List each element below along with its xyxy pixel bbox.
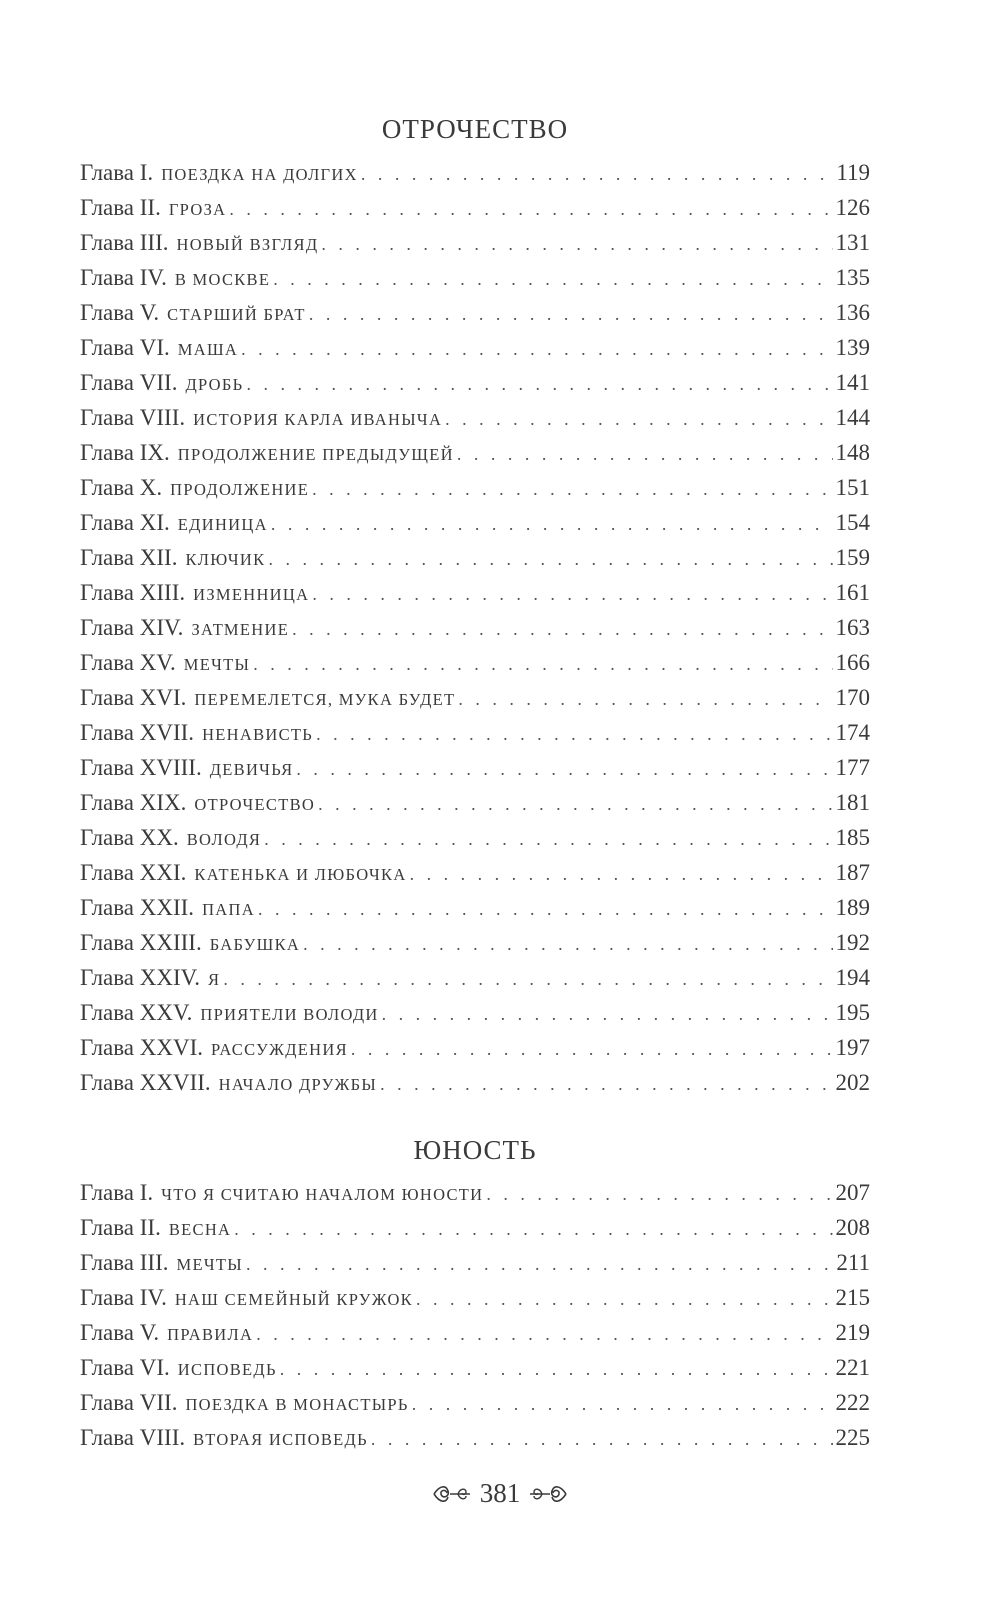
toc-chapter-title: ЧТО Я СЧИТАЮ НАЧАЛОМ ЮНОСТИ — [161, 1185, 484, 1204]
toc-entry[interactable] — [80, 330, 870, 365]
toc-chapter-label: Глава XXIII. — [80, 930, 202, 955]
toc-page-number: 207 — [835, 1180, 870, 1205]
toc-page-number: 211 — [836, 1250, 870, 1275]
toc-dot-leader — [445, 402, 832, 437]
toc-page-number: 144 — [835, 405, 870, 430]
toc-dot-leader — [410, 857, 833, 892]
toc-entry[interactable] — [80, 1385, 870, 1420]
toc-entry[interactable] — [80, 540, 870, 575]
toc-chapter-label: Глава XX. — [80, 825, 179, 850]
toc-entry[interactable] — [80, 785, 870, 820]
toc-dot-leader — [268, 542, 832, 577]
toc-entry[interactable] — [80, 645, 870, 680]
toc-dot-leader — [309, 297, 833, 332]
toc-entry[interactable] — [80, 400, 870, 435]
toc-dot-leader — [351, 1032, 833, 1067]
toc-chapter-label: Глава XXIV. — [80, 965, 201, 990]
toc-dot-leader — [229, 192, 832, 227]
toc-dot-leader — [371, 1422, 833, 1457]
toc-entry[interactable] — [80, 995, 870, 1030]
toc-page-number: 170 — [835, 685, 870, 710]
toc-page-number: 161 — [835, 580, 870, 605]
toc-chapter-title: РАССУЖДЕНИЯ — [211, 1040, 348, 1059]
toc-chapter-label: Глава III. — [80, 1250, 169, 1275]
toc-dot-leader — [253, 647, 832, 682]
toc-dot-leader — [296, 752, 832, 787]
toc-page-number: 131 — [835, 230, 870, 255]
toc-dot-leader — [258, 892, 833, 927]
toc-page-number: 174 — [835, 720, 870, 745]
toc-dot-leader — [264, 822, 832, 857]
toc-page-number: 221 — [835, 1355, 870, 1380]
toc-chapter-title: В МОСКВЕ — [174, 270, 271, 289]
toc-page-number: 194 — [835, 965, 870, 990]
toc-entry[interactable] — [80, 190, 870, 225]
toc-chapter-title: ЕДИНИЦА — [177, 515, 268, 534]
toc-chapter-label: Глава XXVII. — [80, 1070, 211, 1095]
toc-chapter-title: НОВЫЙ ВЗГЛЯД — [176, 235, 319, 254]
toc-entry[interactable] — [80, 715, 870, 750]
flourish-icon — [528, 1483, 568, 1505]
toc-chapter-label: Глава XXVI. — [80, 1035, 204, 1060]
toc-chapter-label: Глава XVII. — [80, 720, 195, 745]
toc-dot-leader — [412, 1387, 833, 1422]
toc-page-number: 225 — [835, 1425, 870, 1450]
toc-dot-leader — [256, 1317, 832, 1352]
toc-chapter-label: Глава XIII. — [80, 580, 186, 605]
toc-dot-leader — [246, 367, 832, 402]
toc-chapter-label: Глава V. — [80, 300, 160, 325]
toc-entry[interactable] — [80, 1030, 870, 1065]
toc-chapter-title: ИСТОРИЯ КАРЛА ИВАНЫЧА — [193, 410, 443, 429]
toc-chapter-title: ГРОЗА — [168, 200, 227, 219]
toc-chapter-label: Глава XIX. — [80, 790, 187, 815]
toc-page-number: 163 — [835, 615, 870, 640]
toc-entry[interactable] — [80, 155, 870, 190]
flourish-icon — [432, 1483, 472, 1505]
toc-chapter-title: ВОЛОДЯ — [186, 830, 262, 849]
toc-page-number: 219 — [835, 1320, 870, 1345]
toc-chapter-title: ВЕСНА — [168, 1220, 232, 1239]
toc-page-number: 177 — [835, 755, 870, 780]
toc-entry[interactable] — [80, 1280, 870, 1315]
toc-dot-leader — [361, 157, 834, 192]
toc-chapter-label: Глава IV. — [80, 1285, 167, 1310]
toc-chapter-label: Глава II. — [80, 1215, 161, 1240]
toc-entry[interactable] — [80, 820, 870, 855]
toc-entry[interactable] — [80, 435, 870, 470]
toc-chapter-title: ВТОРАЯ ИСПОВЕДЬ — [193, 1430, 368, 1449]
toc-dot-leader — [416, 1282, 833, 1317]
toc-chapter-title: МЕЧТЫ — [183, 655, 251, 674]
toc-entry[interactable] — [80, 610, 870, 645]
toc-chapter-title: НЕНАВИСТЬ — [202, 725, 314, 744]
toc-chapter-title: КЛЮЧИК — [185, 550, 266, 569]
toc-chapter-label: Глава VI. — [80, 1355, 170, 1380]
toc-chapter-label: Глава IX. — [80, 440, 170, 465]
toc-page-number: 222 — [835, 1390, 870, 1415]
toc-chapter-title: ПРАВИЛА — [167, 1325, 254, 1344]
toc-chapter-label: Глава I. — [80, 160, 154, 185]
toc-chapter-title: СТАРШИЙ БРАТ — [167, 305, 306, 324]
toc-dot-leader — [280, 1352, 833, 1387]
toc-dot-leader — [234, 1212, 832, 1247]
toc-entry[interactable] — [80, 750, 870, 785]
toc-entry[interactable] — [80, 1315, 870, 1350]
toc-entry[interactable] — [80, 505, 870, 540]
toc-page-number: 166 — [835, 650, 870, 675]
toc-page-number: 185 — [835, 825, 870, 850]
toc-page-number: 192 — [835, 930, 870, 955]
toc-chapter-title: НАШ СЕМЕЙНЫЙ КРУЖОК — [174, 1290, 413, 1309]
toc-chapter-title: Я — [208, 970, 221, 989]
toc-chapter-title: ИСПОВЕДЬ — [177, 1360, 277, 1379]
toc-page-number: 215 — [835, 1285, 870, 1310]
toc-dot-leader — [316, 717, 832, 752]
toc-dot-leader — [458, 682, 832, 717]
toc-chapter-label: Глава XXII. — [80, 895, 195, 920]
toc-chapter-title: ДЕВИЧЬЯ — [209, 760, 294, 779]
toc-chapter-label: Глава VII. — [80, 370, 178, 395]
toc-chapter-title: КАТЕНЬКА И ЛЮБОЧКА — [194, 865, 407, 884]
section-title-otrochestvo: ОТРОЧЕСТВО — [381, 114, 569, 144]
toc-chapter-label: Глава XI. — [80, 510, 170, 535]
toc-chapter-label: Глава VII. — [80, 1390, 178, 1415]
toc-chapter-title: ПАПА — [202, 900, 255, 919]
toc-dot-leader — [292, 612, 832, 647]
toc-dot-leader — [246, 1247, 833, 1282]
toc-chapter-title: МАША — [177, 340, 239, 359]
toc-chapter-label: Глава XII. — [80, 545, 178, 570]
toc-chapter-label: Глава I. — [80, 1180, 154, 1205]
toc-chapter-label: Глава III. — [80, 230, 169, 255]
toc-chapter-title: ПРОДОЛЖЕНИЕ ПРЕДЫДУЩЕЙ — [177, 445, 454, 464]
toc-dot-leader — [318, 787, 832, 822]
toc-dot-leader — [486, 1177, 832, 1212]
toc-entry[interactable] — [80, 470, 870, 505]
toc-chapter-label: Глава XVIII. — [80, 755, 202, 780]
page-number: 381 — [479, 1478, 521, 1508]
toc-list-yunost — [80, 1175, 870, 1455]
toc-entry[interactable] — [80, 1210, 870, 1245]
toc-page-number: 135 — [835, 265, 870, 290]
toc-dot-leader — [457, 437, 833, 472]
toc-chapter-label: Глава XXV. — [80, 1000, 193, 1025]
toc-dot-leader — [312, 577, 832, 612]
page-footer — [0, 1478, 1000, 1509]
toc-chapter-label: Глава XIV. — [80, 615, 184, 640]
toc-chapter-label: Глава VI. — [80, 335, 170, 360]
toc-chapter-title: ИЗМЕННИЦА — [193, 585, 310, 604]
toc-list-otrochestvo — [80, 155, 870, 1100]
toc-chapter-label: Глава XXI. — [80, 860, 187, 885]
toc-page-number: 141 — [835, 370, 870, 395]
toc-chapter-title: МЕЧТЫ — [176, 1255, 243, 1274]
toc-chapter-label: Глава VIII. — [80, 405, 186, 430]
toc-page-number: 151 — [835, 475, 870, 500]
toc-page-number: 154 — [835, 510, 870, 535]
toc-dot-leader — [273, 262, 832, 297]
toc-chapter-title: ПЕРЕМЕЛЕТСЯ, МУКА БУДЕТ — [194, 690, 456, 709]
toc-page-number: 181 — [835, 790, 870, 815]
toc-entry[interactable] — [80, 925, 870, 960]
toc-dot-leader — [321, 227, 832, 262]
toc-chapter-title: ПРИЯТЕЛИ ВОЛОДИ — [200, 1005, 379, 1024]
toc-dot-leader — [223, 962, 832, 997]
toc-page-number: 189 — [835, 895, 870, 920]
toc-page-number: 139 — [835, 335, 870, 360]
toc-entry[interactable] — [80, 1420, 870, 1455]
toc-chapter-title: ДРОБЬ — [185, 375, 244, 394]
toc-chapter-label: Глава II. — [80, 195, 161, 220]
toc-dot-leader — [271, 507, 833, 542]
toc-chapter-title: ПОЕЗДКА В МОНАСТЫРЬ — [185, 1395, 409, 1414]
toc-entry[interactable] — [80, 680, 870, 715]
toc-entry[interactable] — [80, 1065, 870, 1100]
toc-chapter-title: ПРОДОЛЖЕНИЕ — [170, 480, 310, 499]
toc-entry[interactable] — [80, 1245, 870, 1280]
toc-page-number: 159 — [835, 545, 870, 570]
toc-dot-leader — [303, 927, 832, 962]
section-title-yunost: ЮНОСТЬ — [413, 1135, 537, 1165]
toc-dot-leader — [312, 472, 832, 507]
toc-dot-leader — [382, 997, 833, 1032]
toc-dot-leader — [241, 332, 832, 367]
toc-page-number: 126 — [835, 195, 870, 220]
toc-entry[interactable] — [80, 890, 870, 925]
toc-page-number: 187 — [835, 860, 870, 885]
toc-chapter-label: Глава XVI. — [80, 685, 187, 710]
toc-entry[interactable] — [80, 1350, 870, 1385]
toc-dot-leader — [380, 1067, 832, 1102]
toc-page-number: 136 — [835, 300, 870, 325]
toc-entry[interactable] — [80, 365, 870, 400]
toc-chapter-title: ПОЕЗДКА НА ДОЛГИХ — [161, 165, 358, 184]
toc-entry[interactable] — [80, 960, 870, 995]
toc-page-number: 148 — [835, 440, 870, 465]
toc-page-number: 202 — [835, 1070, 870, 1095]
toc-entry[interactable] — [80, 260, 870, 295]
toc-entry[interactable] — [80, 225, 870, 260]
toc-page-number: 208 — [835, 1215, 870, 1240]
toc-entry[interactable] — [80, 1175, 870, 1210]
toc-chapter-title: НАЧАЛО ДРУЖБЫ — [218, 1075, 378, 1094]
toc-entry[interactable] — [80, 295, 870, 330]
toc-chapter-label: Глава VIII. — [80, 1425, 186, 1450]
toc-entry[interactable] — [80, 575, 870, 610]
toc-page-number: 195 — [835, 1000, 870, 1025]
toc-chapter-label: Глава IV. — [80, 265, 167, 290]
toc-chapter-label: Глава XV. — [80, 650, 176, 675]
toc-chapter-title: БАБУШКА — [209, 935, 301, 954]
toc-entry[interactable] — [80, 855, 870, 890]
toc-chapter-label: Глава V. — [80, 1320, 160, 1345]
toc-chapter-title: ОТРОЧЕСТВО — [194, 795, 316, 814]
toc-chapter-label: Глава X. — [80, 475, 163, 500]
toc-page-number: 119 — [836, 160, 870, 185]
toc-chapter-title: ЗАТМЕНИЕ — [191, 620, 290, 639]
toc-page-number: 197 — [835, 1035, 870, 1060]
